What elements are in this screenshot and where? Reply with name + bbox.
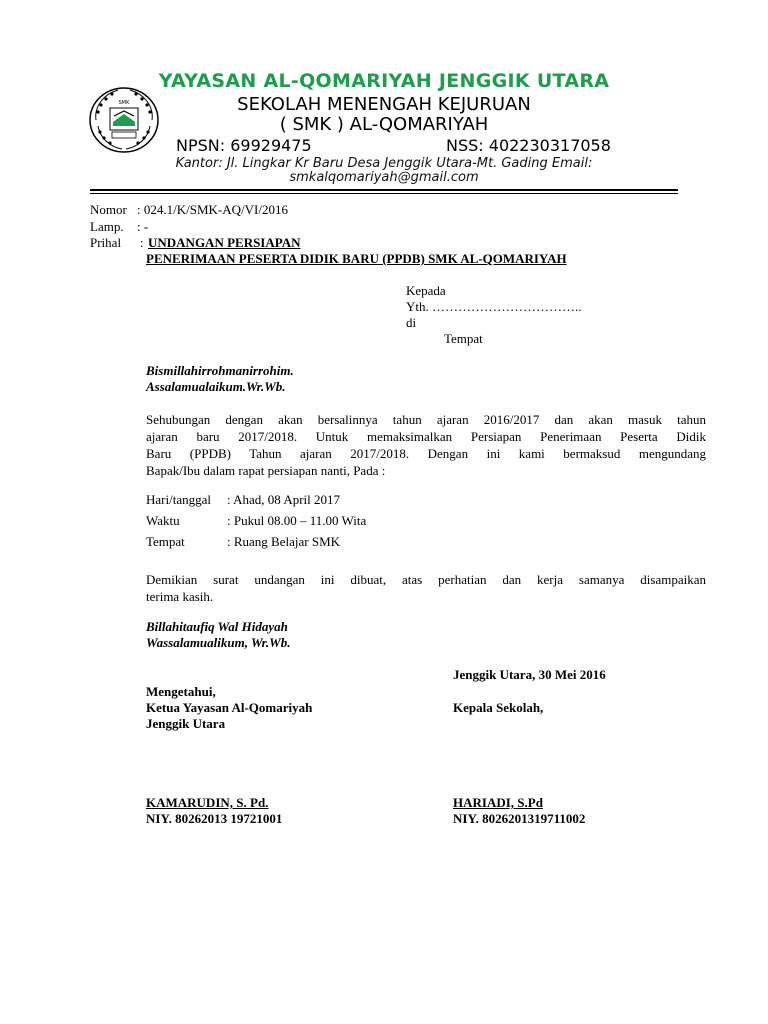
lamp-value: : - <box>137 219 149 234</box>
detail-value-time: : Pukul 08.00 – 11.00 Wita <box>227 513 367 528</box>
detail-label-place: Tempat <box>146 534 185 549</box>
recipient-yth: Yth. …………………………….. <box>406 299 582 314</box>
prihal-colon: : <box>140 235 144 250</box>
paragraph-2-line: terima kasih. <box>146 589 214 604</box>
detail-label-time: Waktu <box>146 513 180 528</box>
nss-number: NSS: 402230317058 <box>446 136 611 155</box>
letterhead-rule-thin <box>90 193 678 194</box>
paragraph-1-line: Sehubungan dengan akan bersalinnya tahun ajaran 2016/2017 dan akan masuk tahun <box>146 412 706 427</box>
opening-salam: Assalamualaikum.Wr.Wb. <box>146 379 286 394</box>
place-date: Jenggik Utara, 30 Mei 2016 <box>453 667 606 682</box>
closing-line2: Wassalamualikum, Wr.Wb. <box>146 635 291 650</box>
foundation-name: YAYASAN AL-QOMARIYAH JENGGIK UTARA <box>158 70 610 92</box>
sig-right-niy: NIY. 8026201319711002 <box>453 811 586 826</box>
nomor-label: Nomor <box>90 202 127 217</box>
paragraph-2-line: Demikian surat undangan ini dibuat, atas perhatian dan kerja samanya disampaikan <box>146 572 706 587</box>
sig-left-mengetahui: Mengetahui, <box>146 684 216 699</box>
recipient-kepada: Kepada <box>406 283 446 298</box>
paragraph-1-line: ajaran baru 2017/2018. Untuk memaksimalkan Persiapan Penerimaan Peserta Didik <box>146 429 706 444</box>
sig-left-title2: Jenggik Utara <box>146 716 226 731</box>
npsn-number: NPSN: 69929475 <box>176 136 312 155</box>
nomor-value: : 024.1/K/SMK-AQ/VI/2016 <box>137 202 288 217</box>
recipient-tempat: Tempat <box>444 331 483 346</box>
detail-label-date: Hari/tanggal <box>146 492 211 507</box>
detail-value-date: : Ahad, 08 April 2017 <box>227 492 341 507</box>
prihal-line1: UNDANGAN PERSIAPAN <box>148 235 301 250</box>
paragraph-1-line: Baru (PPDB) Tahun ajaran 2017/2018. Dengan ini kami bermaksud mengundang <box>146 446 706 461</box>
address-line1: Kantor: Jl. Lingkar Kr Baru Desa Jenggik Utara-Mt. Gading Email: <box>175 156 593 171</box>
sig-right-title: Kepala Sekolah, <box>453 700 544 715</box>
lamp-label: Lamp. <box>90 219 124 234</box>
body-paragraph-1 <box>146 411 706 479</box>
body-paragraph-2 <box>146 571 706 605</box>
detail-value-place: : Ruang Belajar SMK <box>227 534 341 549</box>
prihal-label: Prihal <box>90 235 122 250</box>
svg-text:SMK: SMK <box>118 100 130 106</box>
closing-line1: Billahitaufiq Wal Hidayah <box>146 619 288 634</box>
paragraph-1-line: Bapak/Ibu dalam rapat persiapan nanti, Pada : <box>146 463 386 478</box>
prihal-line2: PENERIMAAN PESERTA DIDIK BARU (PPDB) SMK AL-QOMARIYAH <box>146 251 567 266</box>
sig-right-name: HARIADI, S.Pd <box>453 795 543 810</box>
address-line2: smkalqomariyah@gmail.com <box>289 170 479 185</box>
school-name-line2: ( SMK ) AL-QOMARIYAH <box>279 114 489 135</box>
recipient-di: di <box>406 315 417 330</box>
sig-left-niy: NIY. 80262013 19721001 <box>146 811 283 826</box>
sig-left-name: KAMARUDIN, S. Pd. <box>146 795 269 810</box>
school-name-line1: SEKOLAH MENENGAH KEJURUAN <box>237 94 531 115</box>
opening-bismillah: Bismillahirrohmanirrohim. <box>146 363 294 378</box>
letterhead-rule-thick <box>90 189 678 191</box>
sig-left-title1: Ketua Yayasan Al-Qomariyah <box>146 700 313 715</box>
